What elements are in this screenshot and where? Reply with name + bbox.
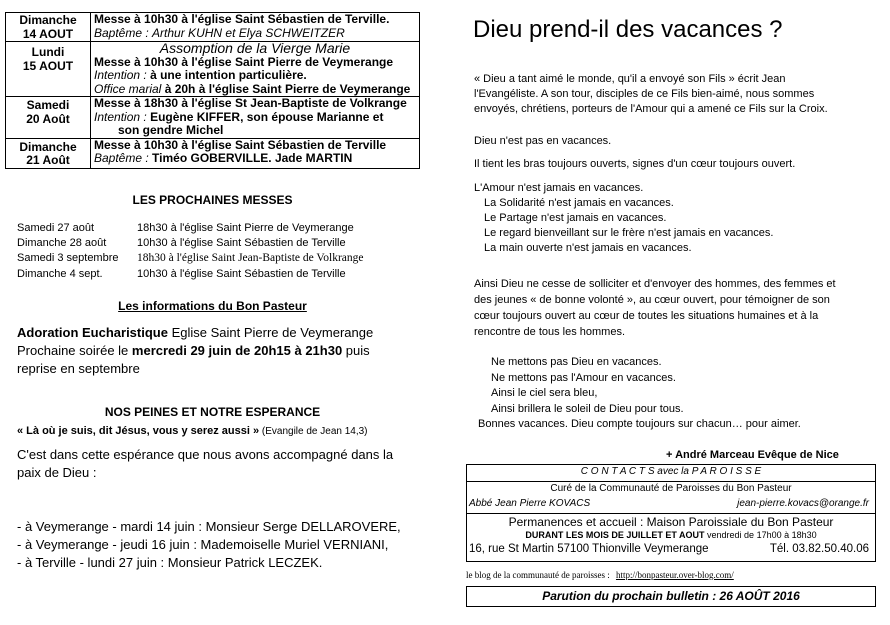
- schedule-row: [6, 138, 420, 168]
- article-p3: Il tient les bras toujours ouverts, signes d'un cœur toujours ouvert.: [474, 158, 796, 170]
- bon-pasteur-heading: Les informations du Bon Pasteur: [118, 299, 307, 313]
- article-line: L'Amour n'est jamais en vacances.: [474, 182, 644, 194]
- intention-text: à une intention particulière.: [150, 68, 307, 82]
- article-line: envoyés, chrétiens, porteurs de l'Amour qui a amené ce Fils sur la Croix.: [474, 103, 828, 115]
- day-date: 15 AOUT: [22, 58, 74, 73]
- office-text: à 20h à l'église Saint Pierre de Veymerange: [164, 81, 411, 96]
- mass-date: Dimanche 4 sept.: [17, 268, 103, 280]
- article-line: cœur toujours ouvert au cœur de toutes les situations humaines et à la: [474, 310, 819, 322]
- schedule-day: [6, 13, 91, 42]
- bapteme-names: Timéo GOBERVILLE. Jade MARTIN: [152, 151, 353, 165]
- article-line: des jeunes « de bonne volonté », au cœur ouvert, pour témoigner de son: [474, 294, 830, 306]
- intention-text: Eugène KIFFER, son épouse Marianne et: [150, 109, 384, 124]
- list-item: - à Terville - lundi 27 juin : Monsieur Patrick LECZEK.: [17, 555, 323, 570]
- intro-line: paix de Dieu :: [17, 465, 97, 480]
- bapteme-names: Arthur KUHN et Elya SCHWEITZER: [152, 25, 345, 40]
- blog-line: [466, 570, 734, 580]
- article-line: « Dieu a tant aimé le monde, qu'il a envoyé son Fils » écrit Jean: [474, 73, 786, 85]
- address-text: 16, rue St Martin 57100 Thionville Veymerange: [469, 543, 709, 555]
- day-name: Dimanche: [19, 13, 77, 27]
- article-title: Dieu prend-il des vacances ?: [473, 16, 783, 43]
- contacts-box: [466, 464, 876, 562]
- schedule-details: [91, 138, 420, 168]
- article-closing: Bonnes vacances. Dieu compte toujours sur chacun… pour aimer.: [478, 418, 801, 430]
- day-name: Dimanche: [19, 139, 77, 154]
- article-p5: [474, 276, 836, 340]
- schedule-details: [91, 97, 420, 139]
- schedule-details: [91, 42, 420, 97]
- article-line: rencontre de tous les hommes.: [474, 326, 626, 338]
- soiree-date: mercredi 29 juin de 20h15 à 21h30: [131, 343, 343, 358]
- intention-text-cont: son gendre Michel: [118, 123, 224, 137]
- adoration-place: Eglise Saint Pierre de Veymerange: [167, 325, 374, 340]
- community-text: Curé de la Communauté de Paroisses du Bon Pasteur: [550, 483, 792, 494]
- mass-line: Messe à 10h30 à l'église Saint Sébastien de Terville.: [94, 12, 390, 26]
- article-line: Le Partage n'est jamais en vacances.: [484, 212, 667, 224]
- office-label: Office marial: [94, 81, 162, 96]
- prochaines-heading: LES PROCHAINES MESSES: [132, 193, 293, 207]
- phone-text: Tél. 03.82.50.40.06: [769, 543, 869, 555]
- deceased-list: [17, 518, 401, 572]
- mass-line: Messe à 18h30 à l'église St Jean-Baptiste de Volkrange: [94, 96, 407, 110]
- list-item: [17, 268, 346, 280]
- day-date: 14 AOUT: [22, 26, 74, 41]
- quote-reference: (Evangile de Jean 14,3): [259, 426, 368, 437]
- blog-label: le blog de la communauté de paroisses :: [466, 570, 610, 580]
- hours-period: DURANT LES MOIS DE JUILLET ET AOUT: [525, 530, 705, 540]
- day-date: 20 Août: [26, 111, 70, 126]
- mass-line: Messe à 10h30 à l'église Saint Sébastien de Terville: [94, 137, 387, 152]
- day-date: 21 Août: [26, 153, 70, 167]
- schedule-row: [6, 42, 420, 97]
- mass-detail: 18h30 à l'église Saint Pierre de Veymerange: [137, 222, 354, 234]
- peines-heading: NOS PEINES ET NOTRE ESPERANCE: [104, 405, 321, 419]
- soiree-text-end: puis: [342, 343, 370, 358]
- mass-line: Messe à 10h30 à l'église Saint Pierre de Veymerange: [94, 54, 394, 69]
- article-p4: [474, 181, 773, 256]
- day-name: Samedi: [26, 98, 70, 112]
- mass-detail: 18h30 à l'église Saint Jean-Baptiste de Volkrange: [137, 252, 364, 264]
- list-item: [17, 237, 346, 249]
- schedule-day: [6, 42, 91, 97]
- schedule-row: [6, 97, 420, 139]
- list-item: - à Veymerange - mardi 14 juin : Monsieur Serge DELLAROVERE,: [17, 519, 401, 534]
- bapteme-label: Baptême :: [94, 25, 149, 40]
- permanences-text: Permanences et accueil : Maison Paroissiale du Bon Pasteur: [508, 515, 834, 529]
- intention-label: Intention :: [94, 68, 147, 82]
- poem-line: Ne mettons pas l'Amour en vacances.: [491, 371, 676, 384]
- gospel-quote: [17, 425, 368, 437]
- mass-date: Samedi 3 septembre: [17, 252, 119, 264]
- email-link[interactable]: jean-pierre.kovacs@orange.fr: [737, 498, 869, 509]
- contacts-heading: C O N T A C T S avec la P A R O I S S E: [580, 466, 762, 477]
- peines-intro: [17, 446, 393, 482]
- intro-line: C'est dans cette espérance que nous avons accompagné dans la: [17, 447, 394, 462]
- article-intro: [474, 72, 874, 117]
- mass-detail: 10h30 à l'église Saint Sébastien de Terville: [137, 268, 346, 280]
- article-line: Le regard bienveillant sur le frère n'est jamais en vacances.: [484, 227, 774, 239]
- list-item: - à Veymerange - jeudi 16 juin : Mademoiselle Muriel VERNIANI,: [17, 537, 389, 552]
- article-signature: + André Marceau Evêque de Nice: [666, 449, 839, 461]
- day-name: Lundi: [31, 45, 65, 59]
- article-poem: [491, 355, 684, 417]
- bapteme-label: Baptême :: [94, 151, 149, 165]
- blog-link[interactable]: http://bonpasteur.over-blog.com/: [615, 570, 734, 580]
- abbe-name: Abbé Jean Pierre KOVACS: [469, 498, 591, 509]
- schedule-day: [6, 97, 91, 139]
- article-line: Ainsi Dieu ne cesse de solliciter et d'envoyer des hommes, des femmes et: [474, 278, 836, 290]
- hours-text: [467, 530, 875, 540]
- quote-text: « Là où je suis, dit Jésus, vous y serez aussi »: [17, 425, 260, 437]
- schedule-details: [91, 13, 420, 42]
- soiree-text: Prochaine soirée le: [17, 343, 132, 358]
- article-line: l'Evangéliste. A son tour, disciples de ce Fils bien-aimé, nous sommes: [474, 88, 815, 100]
- article-line: La main ouverte n'est jamais en vacances.: [484, 242, 692, 254]
- poem-line: Ne mettons pas Dieu en vacances.: [491, 356, 662, 368]
- poem-line: Ainsi le ciel sera bleu,: [491, 387, 598, 399]
- bon-pasteur-info: [17, 324, 415, 378]
- article-p2: Dieu n'est pas en vacances.: [474, 135, 612, 147]
- list-item: [17, 252, 364, 264]
- hours-detail: vendredi de 17h00 à 18h30: [704, 530, 817, 540]
- mass-date: Dimanche 28 août: [17, 237, 107, 249]
- schedule-row: [6, 13, 420, 42]
- poem-line: Ainsi brillera le soleil de Dieu pour tous.: [491, 402, 684, 415]
- schedule-day: [6, 138, 91, 168]
- mass-detail: 10h30 à l'église Saint Sébastien de Terville: [137, 237, 346, 249]
- mass-date: Samedi 27 août: [17, 222, 95, 234]
- article-line: La Solidarité n'est jamais en vacances.: [484, 197, 674, 209]
- reprise-text: reprise en septembre: [17, 361, 140, 376]
- list-item: [17, 222, 354, 234]
- feast-title: Assomption de la Vierge Marie: [159, 40, 351, 56]
- schedule-table: [5, 12, 420, 169]
- adoration-label: Adoration Eucharistique: [17, 325, 168, 340]
- parution-box: Parution du prochain bulletin : 26 AOÛT 2016: [466, 586, 876, 607]
- intention-label: Intention :: [94, 109, 147, 124]
